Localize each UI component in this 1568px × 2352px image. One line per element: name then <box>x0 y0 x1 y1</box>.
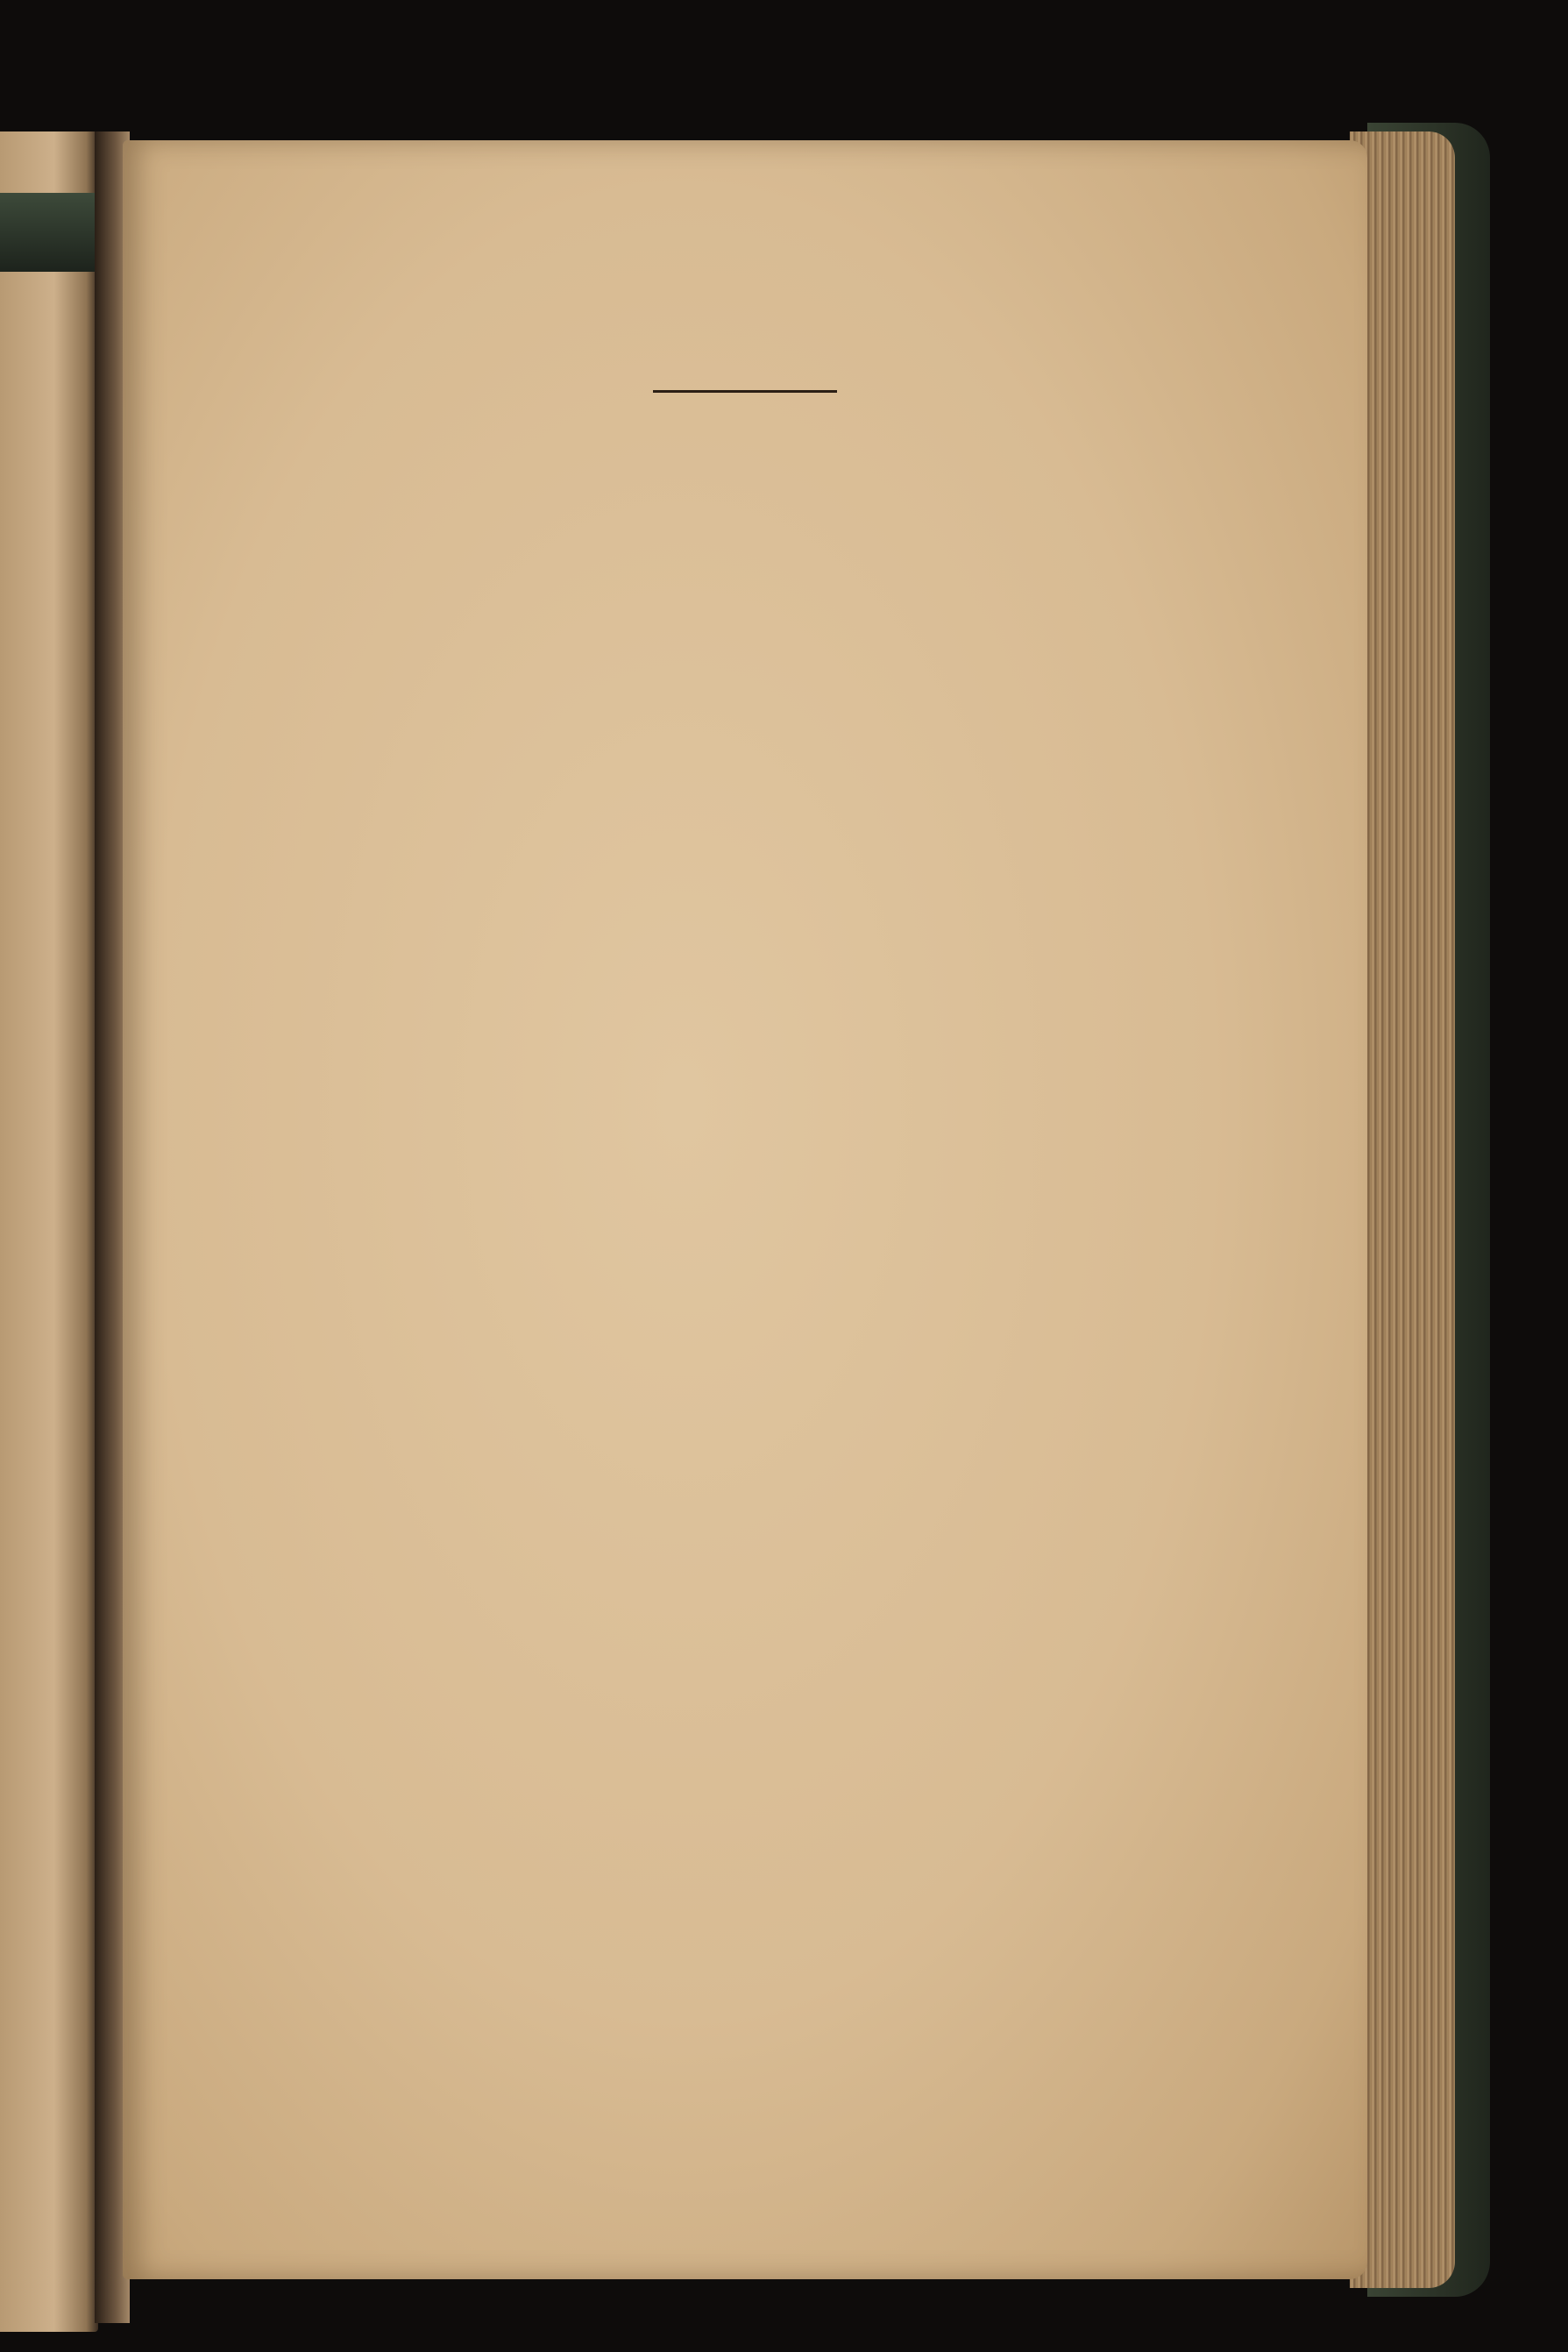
left-cover-edge <box>0 193 98 272</box>
running-head <box>206 281 1284 333</box>
section-heading <box>206 449 1284 501</box>
section-divider <box>653 390 837 393</box>
left-facing-page <box>0 131 98 2332</box>
book-page <box>123 140 1367 2279</box>
page-body <box>206 346 1284 515</box>
